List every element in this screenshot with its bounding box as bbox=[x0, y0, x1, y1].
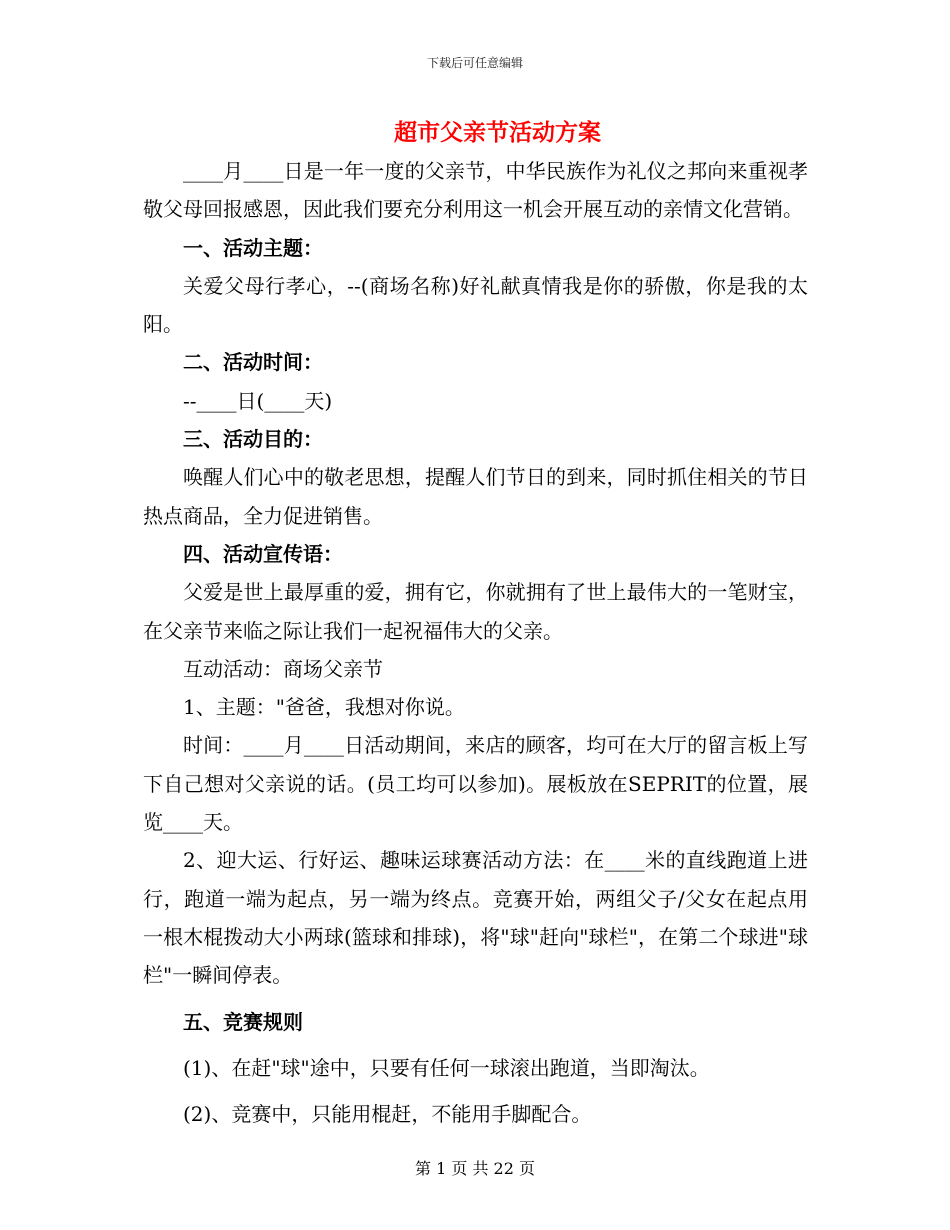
slogan-paragraph: 父爱是世上最厚重的爱，拥有它，你就拥有了世上最伟大的一笔财宝，在父亲节来临之际让我们一起祝福伟大的父亲。 bbox=[143, 580, 808, 643]
page-number: 第 1 页 共 22 页 bbox=[415, 1159, 535, 1178]
time-paragraph: --____日(____天) bbox=[183, 388, 333, 413]
section-heading-slogan: 四、活动宣传语： bbox=[183, 541, 343, 566]
section-heading-rules: 五、竞赛规则 bbox=[183, 1009, 303, 1034]
rule-item-1: (1)、在赶"球"途中，只要有任何一球滚出跑道，当即淘汰。 bbox=[183, 1055, 710, 1080]
document-body bbox=[143, 152, 808, 1133]
document-title: 超市父亲节活动方案 bbox=[394, 120, 601, 146]
section-heading-time: 二、活动时间： bbox=[183, 350, 323, 375]
intro-paragraph: ____月____日是一年一度的父亲节，中华民族作为礼仪之邦向来重视孝敬父母回报感恩，因此我们要充分利用这一机会开展互动的亲情文化营销。 bbox=[143, 159, 808, 222]
activity-theme-paragraph: 1、主题："爸爸，我想对你说。 bbox=[183, 695, 465, 720]
section-heading-theme: 一、活动主题： bbox=[183, 235, 323, 260]
activity-time-paragraph: 时间：____月____日活动期间，来店的顾客，均可在大厅的留言板上写下自己想对父亲说的话。(员工均可以参加)。展板放在SEPRIT的位置，展览____天。 bbox=[143, 733, 808, 835]
section-heading-purpose: 三、活动目的： bbox=[183, 427, 323, 452]
rule-item-2: (2)、竞赛中，只能用棍赶，不能用手脚配合。 bbox=[183, 1102, 592, 1127]
purpose-paragraph: 唤醒人们心中的敬老思想，提醒人们节日的到来，同时抓住相关的节日热点商品，全力促进销售。 bbox=[143, 465, 808, 528]
header-note: 下载后可任意编辑 bbox=[426, 56, 523, 70]
theme-paragraph: 关爱父母行孝心，--(商场名称)好礼献真情我是你的骄傲，你是我的太阳。 bbox=[143, 273, 808, 337]
ball-game-paragraph: 2、迎大运、行好运、趣味运球赛活动方法：在____米的直线跑道上进行，跑道一端为起点，另一端为终点。竞赛开始，两组父子/父女在起点用一根木棍拨动大小两球(篮球和排球)，将"球"赶向"球栏"，在第二个球进"球栏"一瞬间停表。 bbox=[143, 848, 808, 988]
interactive-activity-paragraph: 互动活动：商场父亲节 bbox=[183, 656, 383, 681]
